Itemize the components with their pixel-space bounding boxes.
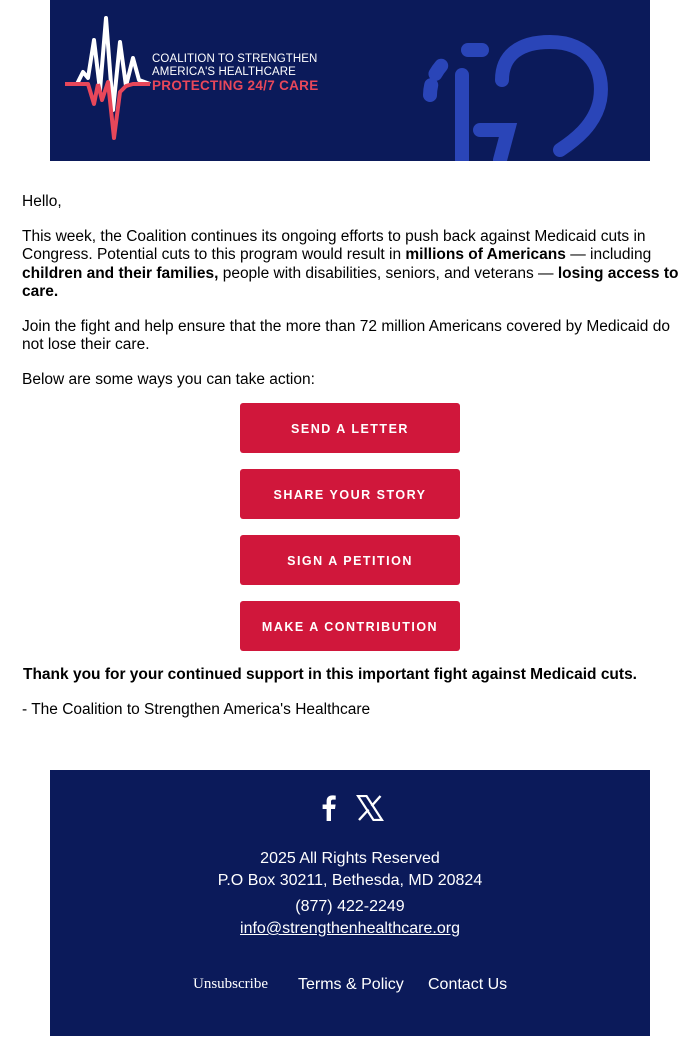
p1-bold-losing: losing access to care. bbox=[22, 264, 679, 300]
make-contribution-button[interactable]: MAKE A CONTRIBUTION bbox=[240, 601, 460, 651]
email-body bbox=[22, 193, 682, 405]
decorative-24-7-icon bbox=[390, 20, 650, 161]
contact-us-link[interactable]: Contact Us bbox=[428, 976, 508, 993]
facebook-icon[interactable] bbox=[318, 794, 338, 822]
email-line bbox=[50, 919, 650, 939]
send-letter-button[interactable]: SEND A LETTER bbox=[240, 403, 460, 453]
logo-line-2: AMERICA'S HEALTHCARE bbox=[152, 66, 296, 78]
phone-number: (877) 422-2249 bbox=[295, 898, 405, 915]
thank-you-message: Thank you for your continued support in this important fight against Medicaid cuts. bbox=[23, 666, 637, 683]
logo-wordmark bbox=[152, 53, 319, 92]
header-banner bbox=[50, 0, 650, 161]
paragraph-take-action: Below are some ways you can take action: bbox=[22, 370, 315, 388]
heartbeat-logo-icon bbox=[50, 0, 160, 161]
p1-text-c: — including bbox=[565, 246, 652, 263]
sign-petition-button[interactable]: SIGN A PETITION bbox=[240, 535, 460, 585]
copyright: 2025 All Rights Reserved bbox=[260, 850, 440, 867]
paragraph-join-fight: Join the fight and help ensure that the more than 72 million Americans covered by Medicaid do not lose their care. bbox=[22, 317, 670, 353]
greeting: Hello, bbox=[22, 193, 62, 210]
p1-text-e: people with disabilities, seniors, and veterans — bbox=[218, 264, 558, 282]
share-story-button[interactable]: SHARE YOUR STORY bbox=[240, 469, 460, 519]
logo-line-3: PROTECTING 24/7 CARE bbox=[152, 78, 319, 93]
unsubscribe-link[interactable]: Unsubscribe bbox=[193, 976, 268, 992]
footer bbox=[50, 770, 650, 1036]
terms-policy-link[interactable]: Terms & Policy bbox=[298, 976, 404, 993]
p1-bold-children: children and their families, bbox=[22, 264, 219, 282]
social-links bbox=[50, 794, 650, 824]
p1-text-a: This week, the Coalition continues its ongoing efforts to push back against Medicaid cuts in Congress. Potential cuts to this program would result in bbox=[22, 227, 646, 263]
p1-bold-millions: millions of Americans bbox=[405, 246, 566, 263]
mailing-address: P.O Box 30211, Bethesda, MD 20824 bbox=[217, 872, 483, 889]
email-link[interactable]: info@strengthenhealthcare.org bbox=[240, 920, 460, 937]
signoff: - The Coalition to Strengthen America's Healthcare bbox=[22, 701, 371, 718]
paragraph-medicaid-cuts bbox=[22, 228, 682, 302]
x-icon[interactable] bbox=[356, 795, 384, 821]
logo-line-1: COALITION TO STRENGTHEN bbox=[152, 53, 318, 65]
